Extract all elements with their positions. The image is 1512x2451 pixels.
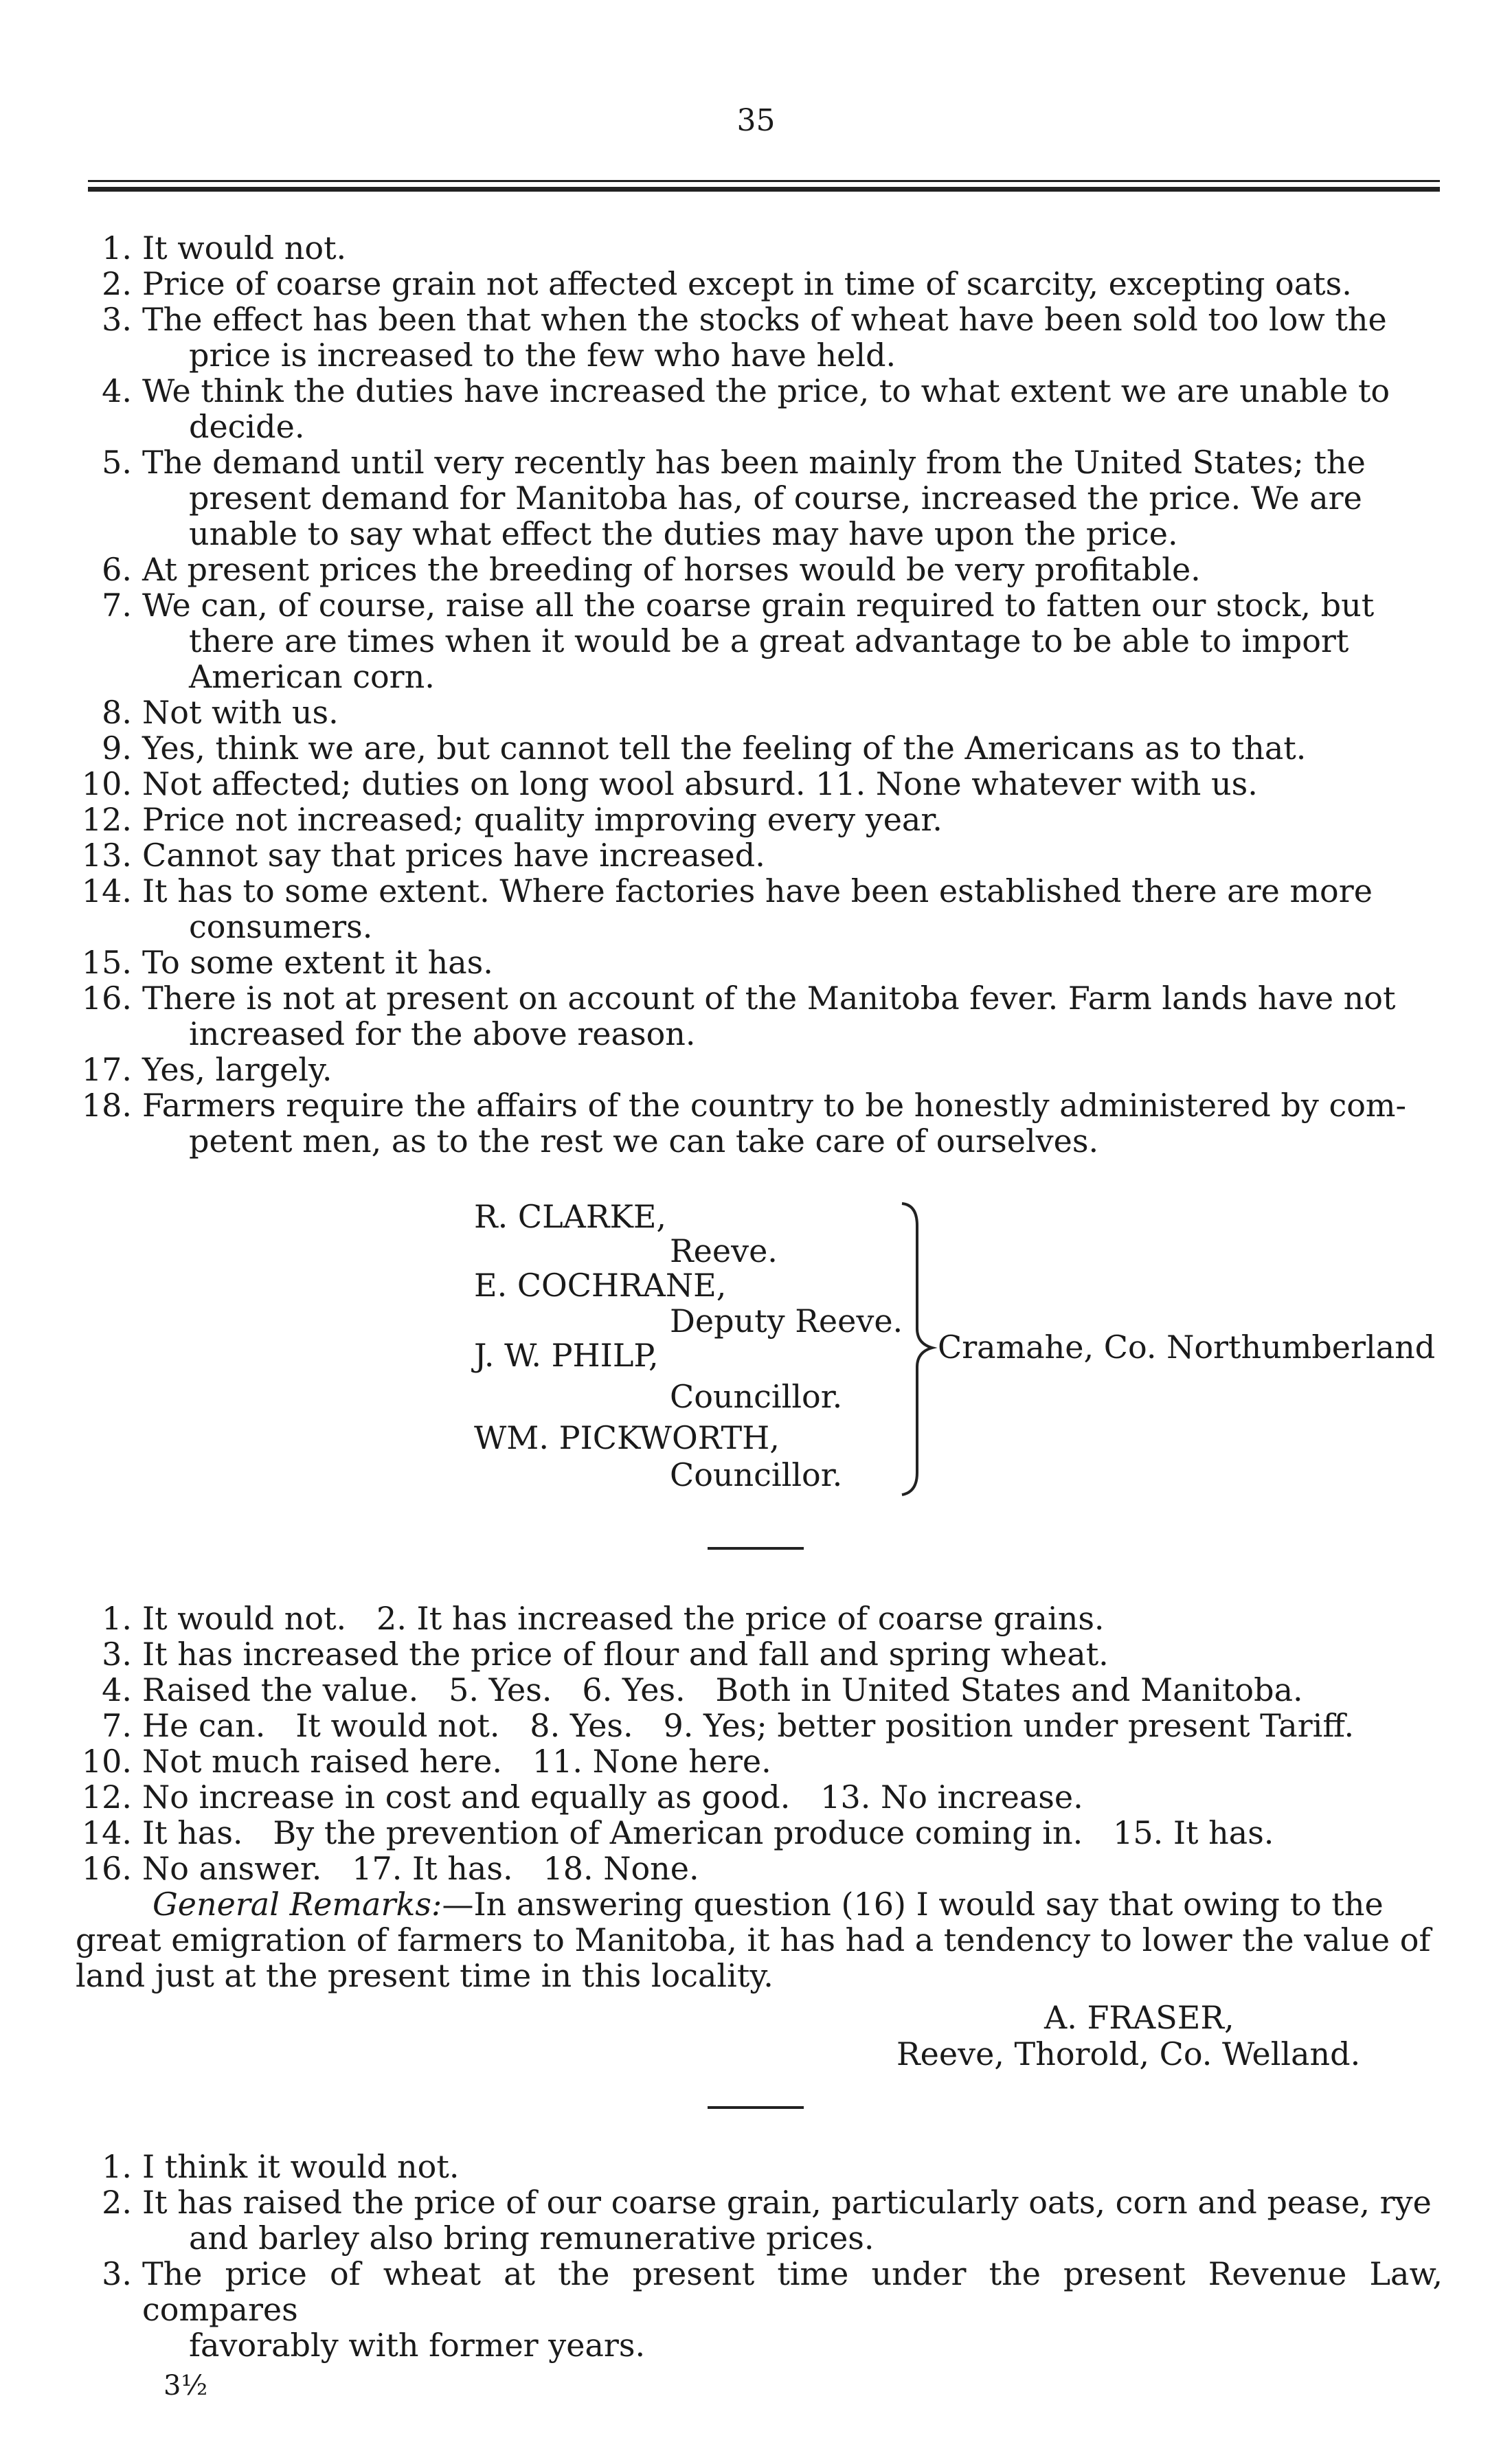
answer-number: 17.: [81, 1051, 132, 1088]
answer-text: It has to some extent. Where factories have been established there are more: [142, 872, 1373, 910]
answer-item: [76, 230, 1443, 266]
answer-number: 3.: [102, 2255, 132, 2292]
section-3-answers: [76, 2149, 1443, 2363]
answer-text: Cannot say that prices have increased.: [142, 837, 765, 874]
answer-text: Price of coarse grain not affected except in time of scarcity, excepting oats.: [142, 265, 1352, 302]
answer-item: [76, 373, 1443, 444]
answer-text: Farmers require the affairs of the country to be honestly administered by com-: [142, 1087, 1407, 1124]
answer-number: 15.: [81, 944, 132, 981]
answer-item: [76, 766, 1443, 802]
remarks-line: great emigration of farmers to Manitoba, it has had a tendency to lower the value of: [76, 1921, 1431, 1958]
answer-item: [76, 694, 1443, 730]
answer-text: He can. It would not. 8. Yes. 9. Yes; better position under present Tariff.: [142, 1707, 1355, 1744]
answer-number: 10.: [81, 1743, 132, 1780]
answer-item: [76, 945, 1443, 980]
answer-text: increased for the above reason.: [189, 1015, 696, 1052]
answer-line: [76, 1601, 1443, 1636]
answer-text: and barley also bring remunerative prices.: [189, 2220, 875, 2257]
answer-number: 4.: [102, 1671, 132, 1708]
remarks-line: land just at the present time in this locality.: [76, 1957, 774, 1994]
section-1-signatures: [0, 1198, 1512, 1500]
section-1-answers: [76, 230, 1443, 1159]
answer-item: [76, 980, 1443, 1052]
signature-mark: 3½: [163, 2370, 208, 2402]
answer-item: [76, 802, 1443, 837]
header-rule-thin: [88, 180, 1440, 182]
answer-number: 1.: [102, 229, 132, 267]
answer-item: [76, 730, 1443, 766]
header-rule-thick: [88, 187, 1440, 192]
remarks-line: —In answering question (16) I would say that owing to the: [442, 1886, 1384, 1923]
section-2-answers: [76, 1601, 1443, 1886]
answer-item: [76, 1052, 1443, 1087]
answer-number: 12.: [81, 801, 132, 838]
answer-text: Raised the value. 5. Yes. 6. Yes. Both in United States and Manitoba.: [142, 1671, 1303, 1708]
answer-number: 13.: [81, 837, 132, 874]
signatory-title: Councillor.: [670, 1456, 843, 1493]
answer-line: [76, 1708, 1443, 1743]
answer-item: [76, 2184, 1443, 2256]
answer-text: there are times when it would be a great advantage to be able to import: [189, 622, 1349, 659]
answer-text: The price of wheat at the present time under the present Revenue Law, compares: [142, 2255, 1443, 2328]
answer-text: To some extent it has.: [142, 944, 493, 981]
answer-text: The effect has been that when the stocks of wheat have been sold too low the: [142, 301, 1387, 338]
general-remarks-label: General Remarks:: [153, 1886, 442, 1923]
answer-text: Not with us.: [142, 694, 339, 731]
signatory-title: Reeve.: [670, 1232, 778, 1269]
answer-number: 9.: [102, 730, 132, 767]
signatory-name: WM. PICKWORTH,: [474, 1419, 780, 1456]
answer-line: [76, 1815, 1443, 1851]
answer-text: It has raised the price of our coarse grain, particularly oats, corn and pease, rye: [142, 2184, 1432, 2221]
page-number: 35: [736, 103, 776, 138]
answer-text: No increase in cost and equally as good. 13. No increase.: [142, 1778, 1083, 1816]
answer-text: It has. By the prevention of American produce coming in. 15. It has.: [142, 1814, 1274, 1851]
answer-item: [76, 302, 1443, 373]
answer-number: 10.: [81, 765, 132, 802]
signatory-title: Reeve, Thorold, Co. Welland.: [896, 2035, 1361, 2072]
answer-text: decide.: [189, 408, 305, 445]
answer-text: consumers.: [189, 908, 373, 945]
answer-number: 8.: [102, 694, 132, 731]
answer-line: [76, 1779, 1443, 1815]
answer-number: 12.: [81, 1778, 132, 1816]
answer-text: Yes, largely.: [142, 1051, 332, 1088]
answer-line: [76, 1851, 1443, 1886]
signatory-name: A. FRASER,: [1044, 1999, 1234, 2036]
answer-text: The demand until very recently has been mainly from the United States; the: [142, 444, 1366, 481]
answer-text: petent men, as to the rest we can take care of ourselves.: [189, 1122, 1099, 1160]
answer-item: [76, 1087, 1443, 1159]
answer-number: 14.: [81, 1814, 132, 1851]
answer-text: Not much raised here. 11. None here.: [142, 1743, 771, 1780]
answer-text: There is not at present on account of the Manitoba fever. Farm lands have not: [142, 980, 1396, 1017]
answer-item: [76, 266, 1443, 302]
section-divider: [708, 1547, 804, 1550]
answer-text: Not affected; duties on long wool absurd. 11. None whatever with us.: [142, 765, 1258, 802]
answer-text: At present prices the breeding of horses would be very profitable.: [142, 551, 1201, 588]
section-2-remarks: [76, 1886, 1443, 1993]
answer-number: 3.: [102, 301, 132, 338]
answer-number: 3.: [102, 1636, 132, 1673]
answer-number: 5.: [102, 444, 132, 481]
signatory-title: Deputy Reeve.: [670, 1302, 903, 1340]
answer-text: No answer. 17. It has. 18. None.: [142, 1850, 699, 1887]
answer-number: 16.: [81, 980, 132, 1017]
answer-item: [76, 587, 1443, 694]
answer-item: [76, 552, 1443, 587]
answer-number: 2.: [102, 265, 132, 302]
answer-item: [76, 873, 1443, 945]
answer-line: [76, 1672, 1443, 1708]
answer-text: It would not. 2. It has increased the price of coarse grains.: [142, 1600, 1105, 1637]
answer-number: 18.: [81, 1087, 132, 1124]
answer-item: [76, 2256, 1443, 2363]
answer-text: I think it would not.: [142, 2148, 460, 2185]
answer-number: 4.: [102, 372, 132, 409]
answer-number: 6.: [102, 551, 132, 588]
answer-text: It would not.: [142, 229, 347, 267]
answer-text: favorably with former years.: [189, 2327, 646, 2364]
answer-line: [76, 1743, 1443, 1779]
answer-text: Price not increased; quality improving every year.: [142, 801, 943, 838]
signatory-name: R. CLARKE,: [474, 1198, 667, 1235]
answer-number: 1.: [102, 2148, 132, 2185]
answer-text: We think the duties have increased the price, to what extent we are unable to: [142, 372, 1390, 409]
answer-number: 1.: [102, 1600, 132, 1637]
answer-line: [76, 1636, 1443, 1672]
answer-item: [76, 837, 1443, 873]
answer-text: present demand for Manitoba has, of course, increased the price. We are: [189, 479, 1362, 517]
answer-text: It has increased the price of flour and fall and spring wheat.: [142, 1636, 1109, 1673]
signatory-name: J. W. PHILP,: [474, 1337, 659, 1374]
answer-text: American corn.: [189, 658, 435, 695]
section-divider: [708, 2106, 804, 2109]
answer-number: 14.: [81, 872, 132, 910]
location-label: Cramahe, Co. Northumberland: [938, 1329, 1436, 1366]
answer-item: [76, 444, 1443, 552]
answer-text: price is increased to the few who have held.: [189, 337, 896, 374]
answer-number: 2.: [102, 2184, 132, 2221]
answer-text: Yes, think we are, but cannot tell the feeling of the Americans as to that.: [142, 730, 1307, 767]
answer-text: We can, of course, raise all the coarse grain required to fatten our stock, but: [142, 587, 1375, 624]
signatory-name: E. COCHRANE,: [474, 1267, 727, 1304]
answer-number: 7.: [102, 1707, 132, 1744]
answer-text: unable to say what effect the duties may have upon the price.: [189, 515, 1178, 552]
answer-item: [76, 2149, 1443, 2184]
signatory-title: Councillor.: [670, 1378, 843, 1415]
answer-number: 16.: [81, 1850, 132, 1887]
answer-number: 7.: [102, 587, 132, 624]
